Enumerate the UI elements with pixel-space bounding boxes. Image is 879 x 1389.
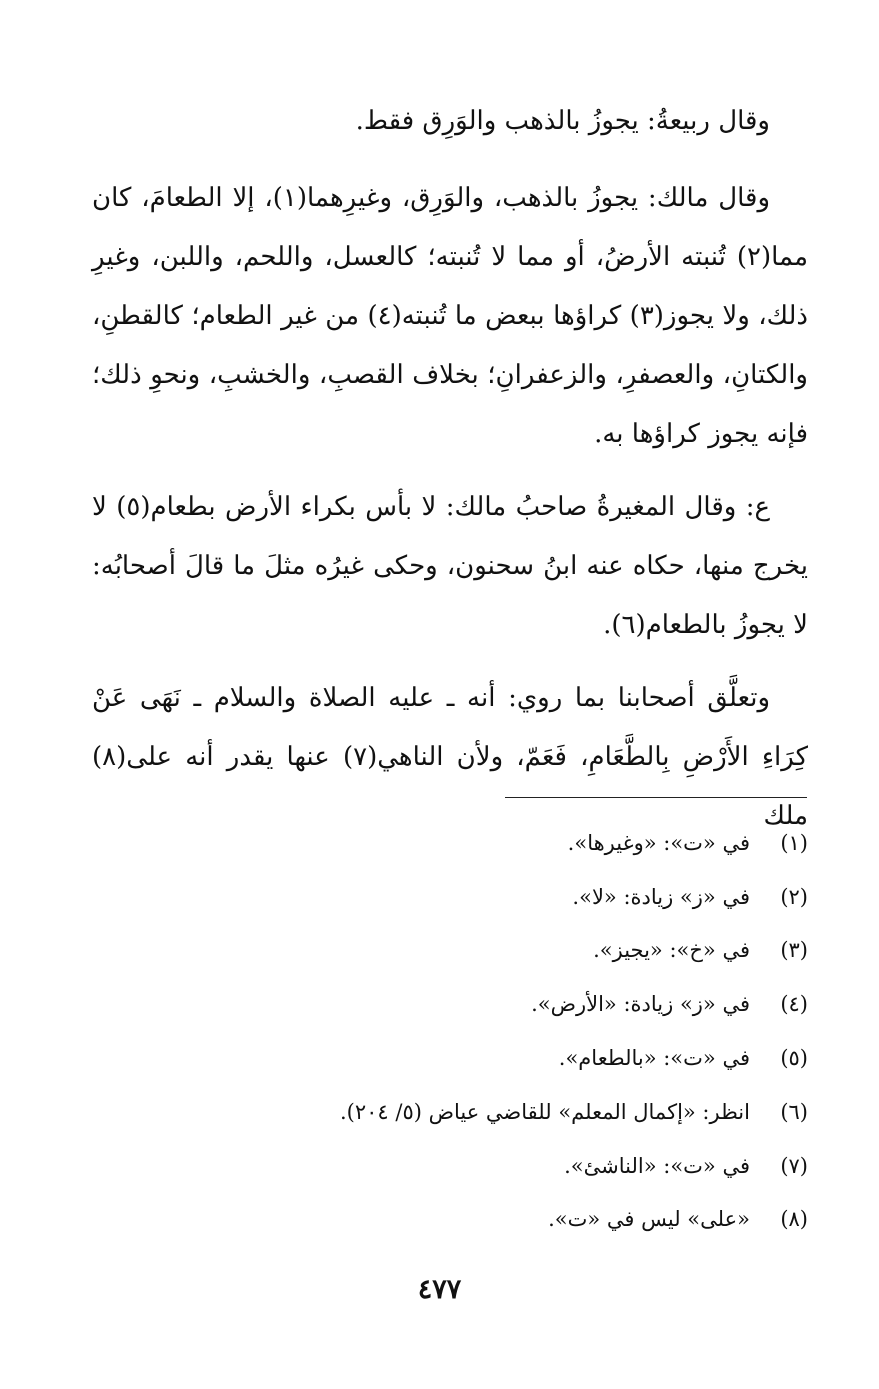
footnote-number: (٥)	[780, 1046, 808, 1071]
footnote	[92, 1031, 808, 1085]
paragraph: وقال مالك: يجوزُ بالذهب، والوَرِق، وغيرِهما(١)، إلا الطعامَ، كان مما(٢) تُنبته الأرضُ، أو مما لا تُنبته؛ كالعسل، واللحم، واللبن، وغيرِ ذلك، ولا يجوز(٣) كراؤها ببعض ما تُنبته(٤) من غير الطعام؛ كالقطنِ، والكتانِ، والعصفرِ، والزعفرانِ؛ بخلاف القصبِ، والخشبِ، ونحوِ ذلك؛ فإنه يجوز كراؤها به.	[92, 183, 808, 449]
footnote	[92, 1085, 808, 1139]
footnote-text: في «ز» زيادة: «الأرض».	[531, 992, 750, 1017]
paragraph: وتعلَّق أصحابنا بما روي: أنه ـ عليه الصلاة والسلام ـ نَهَى عَنْ كِرَاءِ الأَرْضِ بِالطَّعَامِ، فَعَمّ، ولأن الناهي(٧) عنها يقدر أنه على(٨) ملك	[92, 683, 808, 831]
footnotes	[92, 816, 808, 1246]
page-number: ٤٧٧	[417, 1274, 462, 1305]
footnote	[92, 816, 808, 870]
footnote	[92, 1193, 808, 1247]
footnote-text: في «خ»: «يجيز».	[593, 938, 750, 963]
paragraph: ع: وقال المغيرةُ صاحبُ مالك: لا بأس بكراء الأرض بطعام(٥) لا يخرج منها، حكاه عنه ابنُ سحنون، وحكى غيرُه مثلَ ما قالَ أصحابُه: لا يجوزُ بالطعام(٦).	[92, 492, 808, 640]
footnote	[92, 1139, 808, 1193]
footnote-number: (٦)	[780, 1099, 808, 1124]
footnote	[92, 870, 808, 924]
footnote-number: (٧)	[780, 1153, 808, 1178]
footnote-number: (٨)	[780, 1207, 808, 1232]
footnote-text: في «ت»: «الناشئ».	[564, 1153, 750, 1178]
footnote	[92, 977, 808, 1031]
footnote-number: (٤)	[780, 992, 808, 1017]
paragraph: وقال ربيعةُ: يجوزُ بالذهب والوَرِق فقط.	[355, 106, 770, 136]
footnote-text: في «ت»: «وغيرها».	[567, 830, 750, 855]
footnote	[92, 924, 808, 978]
footnote-text: في «ز» زيادة: «لا».	[572, 884, 750, 909]
main-text	[92, 92, 808, 860]
footnote-number: (٣)	[780, 938, 808, 963]
footnote-text: في «ت»: «بالطعام».	[558, 1046, 750, 1071]
footnote-number: (٢)	[780, 884, 808, 909]
footnote-number: (١)	[780, 830, 808, 855]
footnote-text: انظر: «إكمال المعلم» للقاضي عياض (٥/ ٢٠٤).	[339, 1099, 750, 1124]
footnote-separator	[505, 797, 807, 798]
footnote-text: «على» ليس في «ت».	[548, 1207, 750, 1232]
